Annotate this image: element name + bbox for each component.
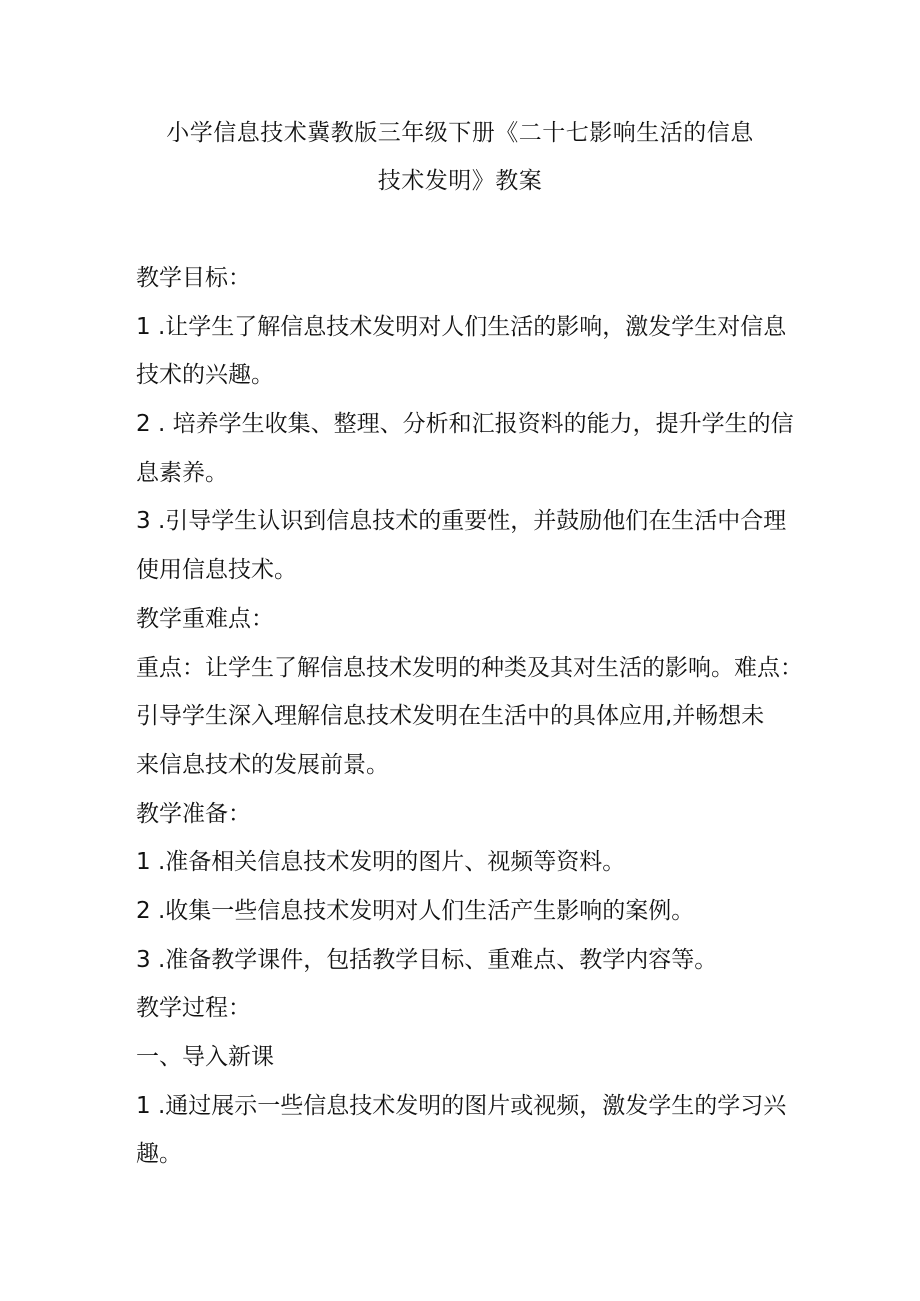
paragraph-line: 2 . 培养学生收集、整理、分析和汇报资料的能力，提升学生的信 [136,411,794,438]
paragraph-line: 1 .通过展示一些信息技术发明的图片或视频，激发学生的学习兴 [136,1092,787,1119]
paragraph-line: 1 .让学生了解信息技术发明对人们生活的影响，激发学生对信息 [136,313,787,340]
document-title-line-2: 技术发明》教案 [377,168,543,194]
document-body [136,254,803,1179]
paragraph-line: 重点：让学生了解信息技术发明的种类及其对生活的影响。难点： [136,654,803,681]
paragraph-line: 引导学生深入理解信息技术发明在生活中的具体应用,并畅想未 [136,703,765,730]
heading-teaching-objectives: 教学目标： [136,265,251,291]
paragraph-line: 来信息技术的发展前景。 [136,751,389,778]
heading-key-difficult-points: 教学重难点： [136,605,274,632]
paragraph-line: 息素养。 [136,459,228,486]
document-title-line-1: 小学信息技术冀教版三年级下册《二十七影响生活的信息 [166,120,754,146]
paragraph-line: 趣。 [136,1141,182,1168]
paragraph-line: 3 .引导学生认识到信息技术的重要性，并鼓励他们在生活中合理 [136,508,787,535]
paragraph-line: 技术的兴趣。 [136,362,274,389]
paragraph-line: 2 .收集一些信息技术发明对人们生活产生影响的案例。 [136,897,695,924]
paragraph-line: 1 .准备相关信息技术发明的图片、视频等资料。 [136,849,626,876]
paragraph-line: 3 .准备教学课件，包括教学目标、重难点、教学内容等。 [136,946,718,973]
heading-teaching-process: 教学过程： [136,995,251,1022]
heading-teaching-preparation: 教学准备： [136,800,251,827]
paragraph-line: 使用信息技术。 [136,557,297,584]
section-heading-intro: 一、导入新课 [136,1044,274,1070]
